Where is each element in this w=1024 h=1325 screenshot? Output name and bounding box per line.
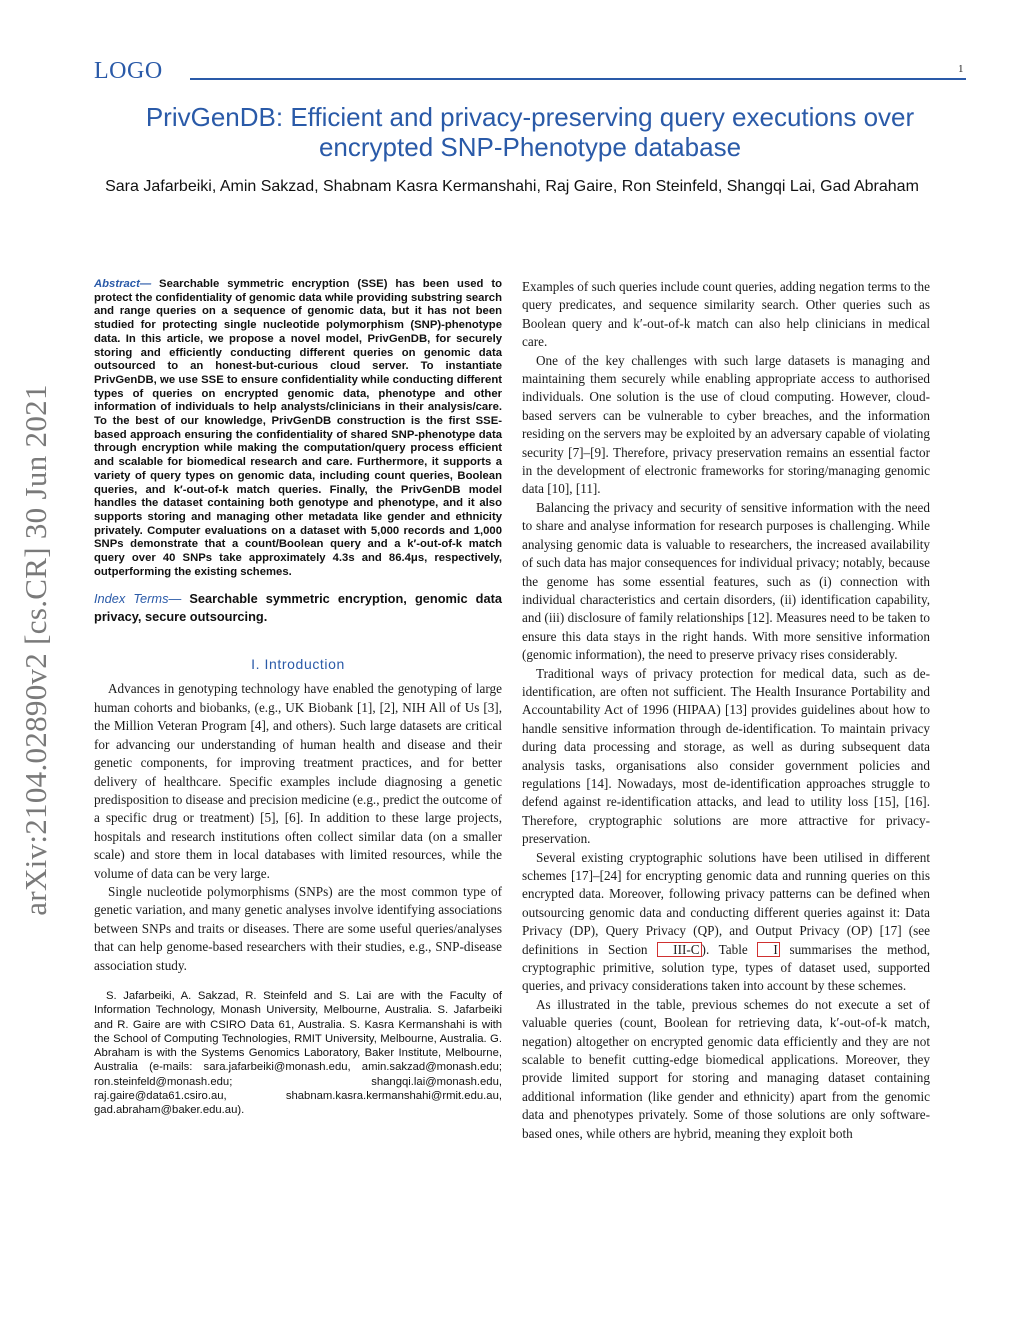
author-affiliation-footnote: S. Jafarbeiki, A. Sakzad, R. Steinfeld and S. Lai are with the Faculty of Information Technology, Monash University, Melbourne, Australia. S. Jafarbeiki and R. Gaire are with CSIRO Data 61, Australia. S. Kasra Kermanshahi is with the School of Computing Technologies, RMIT University, Melbourne, Australia. G. Abraham is with the Systems Genomics Laboratory, Baker Institute, Melbourne, Australia (e-mails: sara.jafarbeiki@monash.edu, amin.sakzad@monash.edu; ron.steinfeld@monash.edu; shangqi.lai@monash.edu, raj.gaire@data61.csiro.au, shabnam.kasra.kermanshahi@rmit.edu.au, gad.abraham@baker.edu.au). — [94, 989, 502, 1117]
paragraph-text: summarises the method, cryptographic primitive, solution type, types of dataset used, supported queries, and privacy considerations taken into account by these schemes. — [522, 941, 930, 994]
header-rule — [190, 78, 966, 80]
paper-title: PrivGenDB: Efficient and privacy-preserving query executions over encrypted SNP-Phenotype database — [145, 102, 915, 162]
paragraph: Examples of such queries include count queries, adding negation terms to the query predicates, and sequence similarity search. Other queries such as Boolean query and k′-out-of-k match can also help clinicians in medical care. — [522, 279, 930, 350]
arxiv-stamp: arXiv:2104.02890v2 [cs.CR] 30 Jun 2021 — [18, 384, 53, 916]
paragraph: Traditional ways of privacy protection for medical data, such as de-identification, are often not sufficient. The Health Insurance Portability and Accountability Act of 1996 (HIPAA) [13] provides guidelines about how to handle sensitive information through de-identification. To maintain privacy during data processing and storage, as well as during subsequent data analysis tasks, organisations also consider government policies and regulations [14]. Nowadays, most de-identification approaches struggle to defend against re-identification attacks, and lead to utility loss [15], [16]. Therefore, cryptographic solutions are more attractive for privacy-preservation. — [522, 665, 930, 847]
paragraph: Balancing the privacy and security of sensitive information with the need to share and analyse information for research purposes is challenging. While analysing genomic data is valuable to researchers, the increased availability of such data has major consequences for individual privacy; notably, because the genome has some essential features, such as (i) connection with individual characteristics and certain disorders, (ii) identification capability, and (iii) disclosure of family relationships [12]. Measures need to be taken to ensure this data stays in the right hands. With more sensitive information (genomic information), the need to preserve privacy rises considerably. — [522, 499, 930, 663]
table-link[interactable]: I — [757, 942, 779, 957]
index-terms-label: Index Terms— — [94, 591, 182, 607]
abstract-label: Abstract— — [94, 278, 152, 290]
abstract — [94, 278, 502, 579]
paragraph: Single nucleotide polymorphisms (SNPs) are the most common type of genetic variation, and many genetic analyses involve identifying associations between SNPs and traits or diseases. There are some useful queries/analyses that can help genome-based researchers with their studies, e.g., SNP-disease association study. — [94, 883, 502, 973]
paragraph-text: Several existing cryptographic solutions have been utilised in different schemes [17]–[24] for encrypting genomic data and running queries on this encrypted data. Moreover, following privacy patterns can be defined when outsourcing genomic data and conducting different queries against it: Data Privacy (DP), Query Privacy (QP), and Output Privacy (OP) [17] (see definitions in Section — [522, 849, 930, 957]
logo: LOGO — [94, 58, 163, 84]
index-terms — [94, 590, 502, 626]
section-heading-introduction: I. Introduction — [251, 656, 345, 673]
paragraph: As illustrated in the table, previous schemes do not execute a set of valuable queries (count, Boolean for retrieving data, k′-out-of-k match, negation) altogether on encrypted genomic data efficiently and they are not scalable to benefit cutting-edge biomedical applications. Moreover, they provide limited support for storing and managing dataset containing additional information (like gender and ethnicity) apart from the genomic data and phenotypes privately. Some of those solutions are only software-based ones, while others are hybrid, meaning they exploit both — [522, 996, 930, 1141]
left-column — [94, 278, 502, 1118]
page-number: 1 — [958, 63, 964, 75]
paragraph-schemes — [522, 849, 930, 996]
section-link[interactable]: III-C — [657, 942, 701, 957]
paragraph-text: ). Table — [701, 941, 758, 957]
paragraph: Advances in genotyping technology have enabled the genotyping of large human cohorts and biobanks, (e.g., UK Biobank [1], [2], NIH All of Us [3], the Million Veteran Program [4], and others). Such large datasets are critical for advancing our understanding of human health and disease and their genetic components, for improving treatment practices, and for better delivery of healthcare. Specific examples include diagnosing a genetic predisposition to disease and precision medicine (e.g., predict the outcome of a specific drug or treatment) [5], [6]. In addition to these large projects, hospitals and research institutions often collect similar data (on a smaller scale) and store them in local databases with limited resources, while the volume of data can be very large. — [94, 681, 502, 881]
arxiv-stamp-container — [16, 360, 56, 940]
paragraph: One of the key challenges with such large datasets is managing and maintaining them securely while enabling appropriate access to authorised individuals. One solution is the use of cloud computing. However, cloud-based servers can be vulnerable to cyber breaches, and the information residing on the servers may be exploited by an adversary capable of violating security [7]–[9]. Therefore, privacy preservation remains an essential factor in the development of electronic frameworks for storing/managing genomic data [10], [11]. — [522, 352, 930, 497]
index-terms-text: Searchable symmetric encryption, genomic data privacy, secure outsourcing. — [94, 591, 502, 625]
right-column — [522, 278, 930, 1143]
abstract-text: Searchable symmetric encryption (SSE) has been used to protect the confidentiality of genomic data while providing substring search and range queries on a sequence of genomic data, but it has not been studied for protecting single nucleotide polymorphism (SNP)-phenotype data. In this article, we propose a novel model, PrivGenDB, for securely storing and efficiently conducting different queries on genomic data outsourced to an honest-but-curious cloud server. To instantiate PrivGenDB, we use SSE to ensure confidentiality while conducting different types of queries on encrypted genomic data, phenotype and other information of individuals to help analysts/clinicians in their analysis/care. To the best of our knowledge, PrivGenDB construction is the first SSE-based approach ensuring the confidentiality of shared SNP-phenotype data through encryption while making the computation/query process efficient and scalable for biomedical research and care. Furthermore, it supports a variety of query types on genomic data, including count queries, Boolean queries, and k′-out-of-k match queries. Finally, the PrivGenDB model handles the dataset containing both genotype and phenotype, and it also supports storing and managing other metadata like gender and ethnicity privately. Computer evaluations on a dataset with 5,000 records and 1,000 SNPs demonstrate that a count/Boolean query and a k′-out-of-k match query over 40 SNPs take approximately 4.3s and 86.4μs, respectively, outperforming the existing schemes. — [94, 278, 502, 578]
author-list: Sara Jafarbeiki, Amin Sakzad, Shabnam Kasra Kermanshahi, Raj Gaire, Ron Steinfeld, Shangqi Lai, Gad Abraham — [105, 178, 919, 195]
